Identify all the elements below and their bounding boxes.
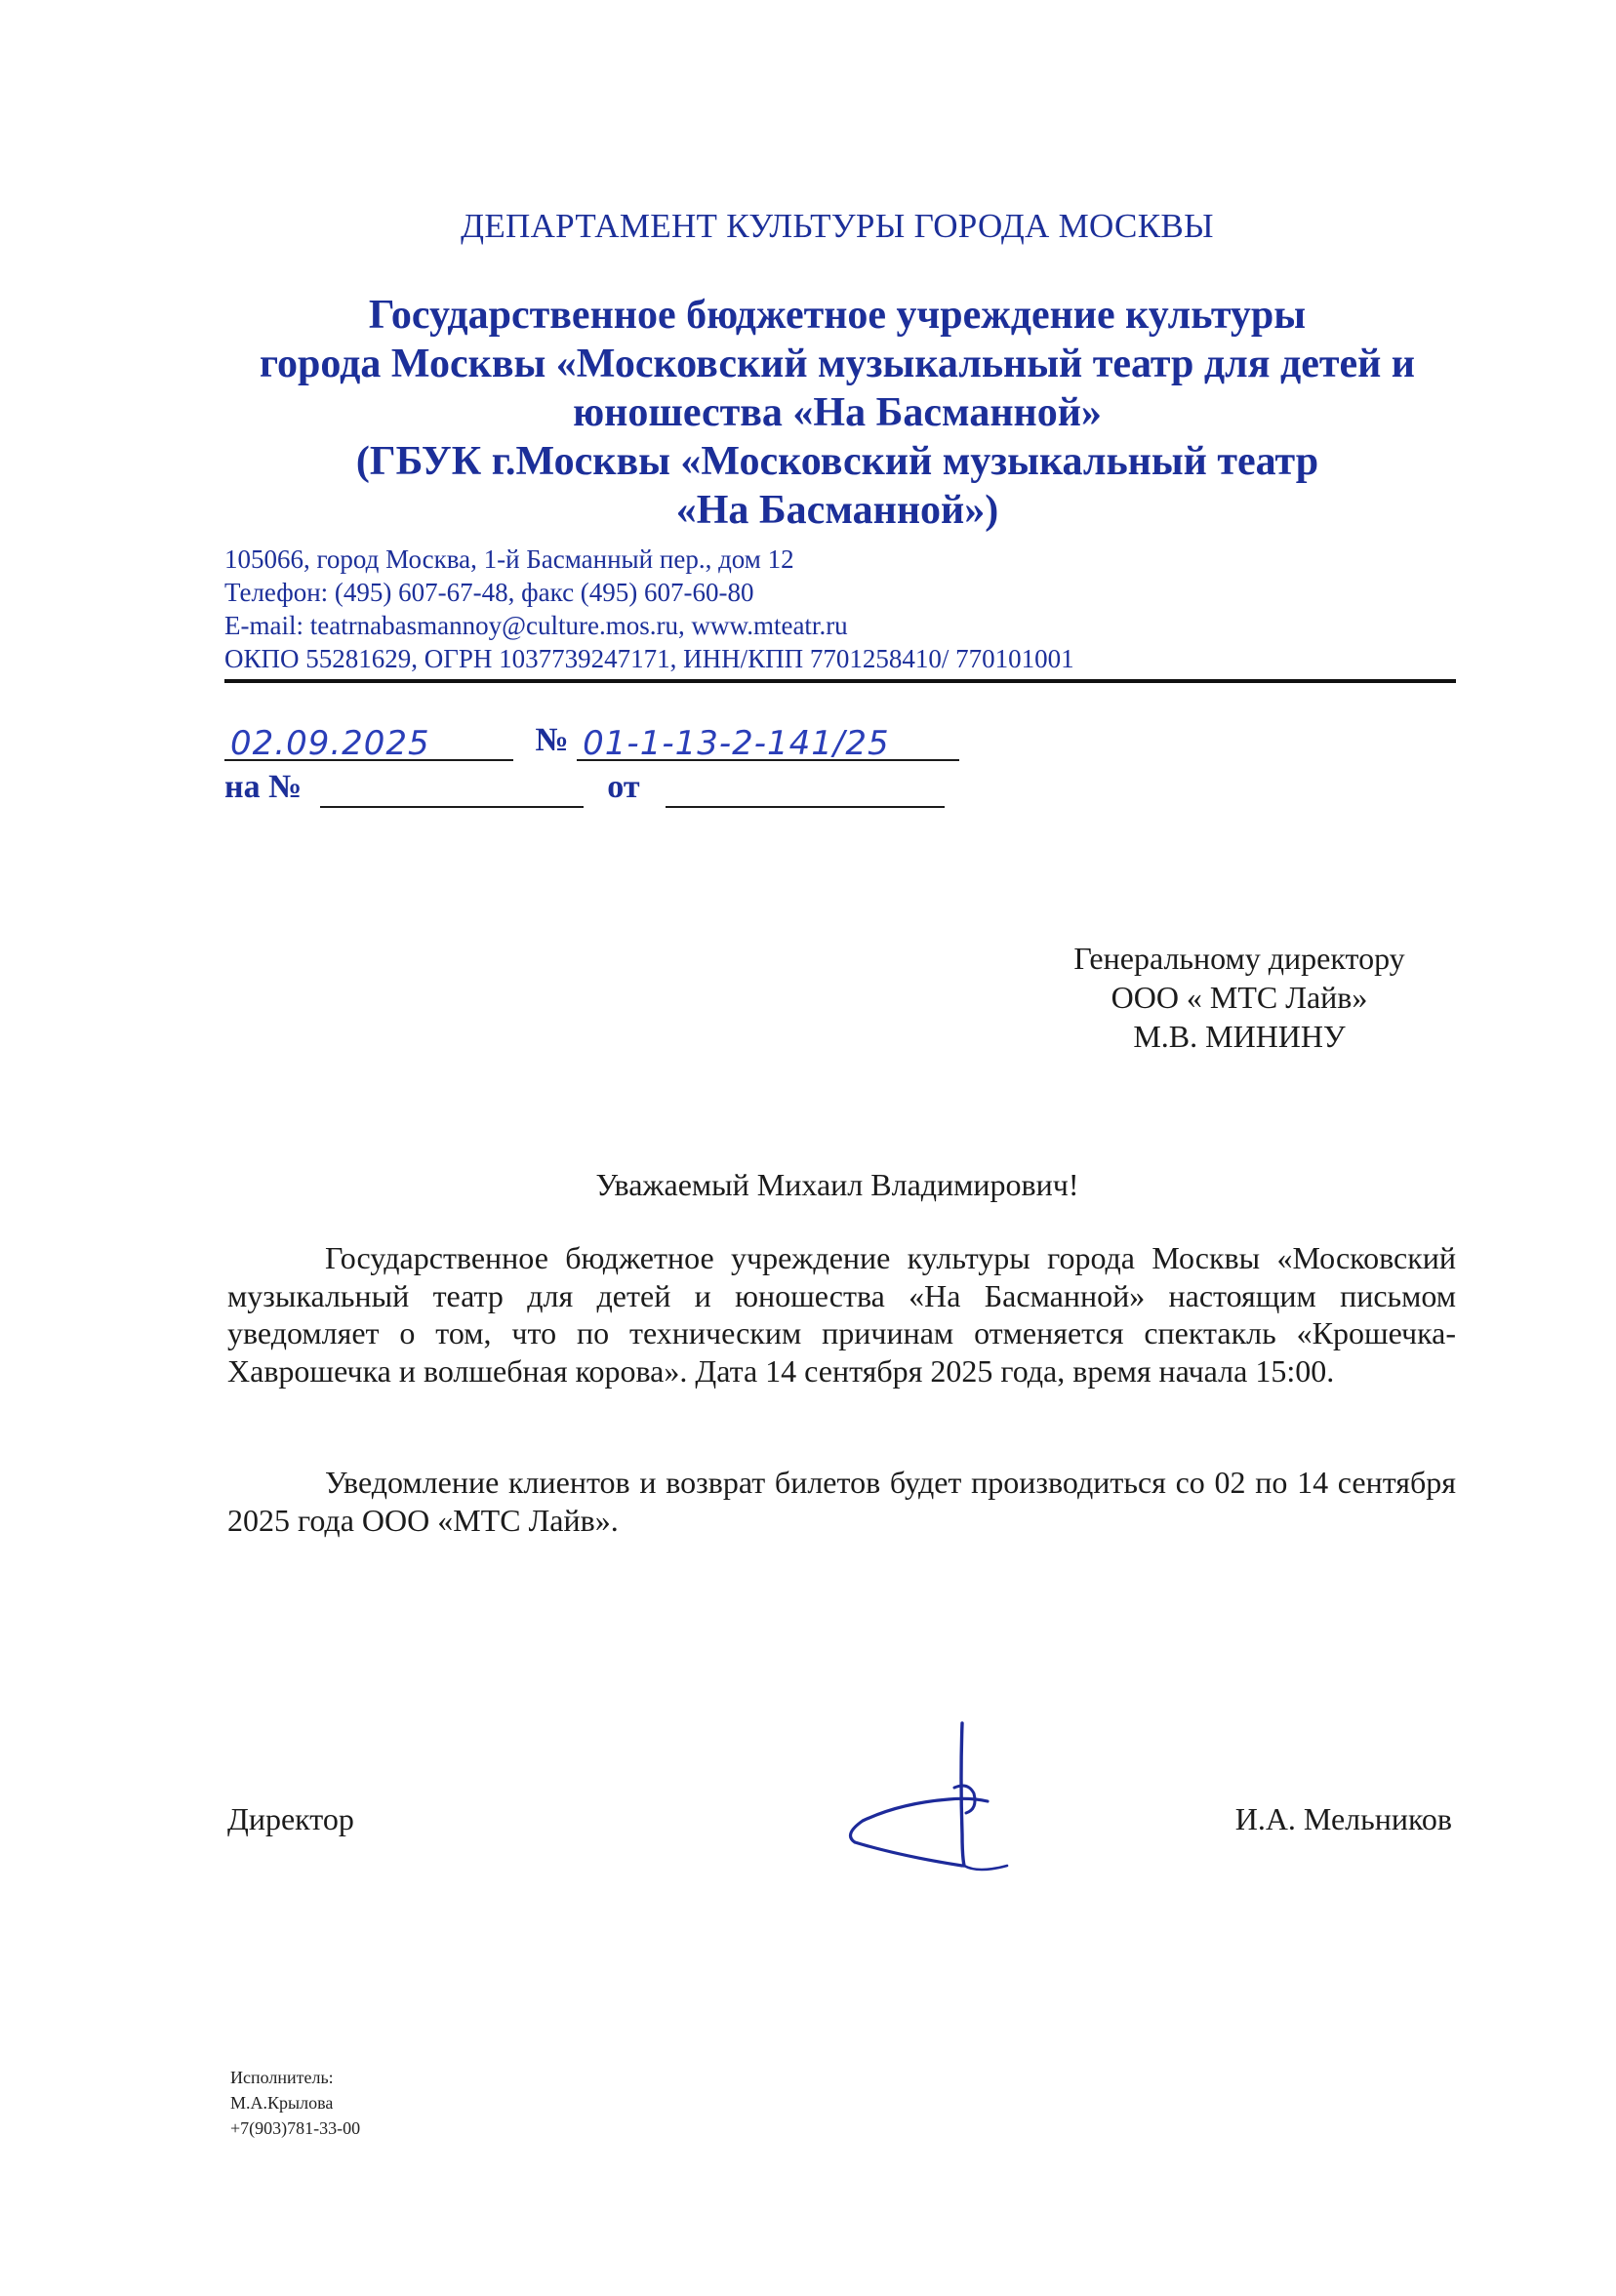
registration-date: 02.09.2025 [230, 724, 430, 763]
registry-codes-line: ОКПО 55281629, ОГРН 1037739247171, ИНН/КПП 7701258410/ 770101001 [224, 644, 1074, 673]
body-paragraph: Уведомление клиентов и возврат билетов будет производиться со 02 по 14 сентября 2025 года ООО «МТС Лайв». [227, 1465, 1456, 1538]
ref-number-label: на № [224, 769, 303, 805]
outgoing-registration [224, 722, 959, 767]
signer-title: Директор [227, 1801, 354, 1836]
addressee-name: М.В. МИНИНУ [1133, 1019, 1346, 1054]
executor-block [230, 2065, 360, 2141]
org-line: (ГБУК г.Москвы «Московский музыкальный театр [355, 439, 1319, 484]
addressee-block [1034, 939, 1444, 1056]
incoming-reference [224, 769, 945, 814]
address-line: 105066, город Москва, 1-й Басманный пер., дом 12 [224, 544, 794, 574]
number-label: № [535, 722, 569, 758]
phone-line: Телефон: (495) 607-67-48, факс (495) 607-60-80 [224, 578, 754, 607]
department-title: ДЕПАРТАМЕНТ КУЛЬТУРЫ ГОРОДА МОСКВЫ [461, 207, 1214, 245]
registration-number: 01-1-13-2-141/25 [583, 724, 890, 763]
executor-phone: +7(903)781-33-00 [230, 2118, 361, 2138]
ref-date-field [666, 771, 945, 808]
contact-block [224, 543, 1074, 675]
org-line: юношества «На Басманной» [573, 390, 1102, 435]
executor-label: Исполнитель: [230, 2068, 334, 2087]
ref-from-label: от [607, 769, 640, 805]
signer-name: И.А. Мельников [1234, 1801, 1452, 1836]
header-divider [224, 679, 1456, 683]
org-line: Государственное бюджетное учреждение культуры [368, 293, 1307, 338]
addressee-company: ООО « МТС Лайв» [1111, 980, 1368, 1015]
registration-date-field [224, 724, 513, 761]
email-line: E-mail: teatrnabasmannoy@culture.mos.ru, www.mteatr.ru [224, 611, 848, 640]
body-paragraph: Государственное бюджетное учреждение культуры города Москвы «Московский музыкальный театр для детей и юношества «На Басманной» настоящим письмом уведомляет о том, что по техническим причинам отменяется спектакль «Крошечка-Хаврошечка и волшебная корова». Дата 14 сентября 2025 года, время начала 15:00. [227, 1240, 1456, 1389]
org-line: города Москвы «Московский музыкальный театр для детей и [259, 342, 1416, 386]
addressee-position: Генеральному директору [1073, 941, 1405, 976]
salutation: Уважаемый Михаил Владимирович! [595, 1167, 1079, 1202]
registration-number-field [577, 724, 959, 761]
handwritten-signature [841, 1719, 1017, 1875]
executor-name: М.А.Крылова [230, 2093, 334, 2113]
organization-name [195, 291, 1479, 535]
ref-number-field [320, 771, 584, 808]
org-line: «На Басманной») [675, 488, 999, 533]
